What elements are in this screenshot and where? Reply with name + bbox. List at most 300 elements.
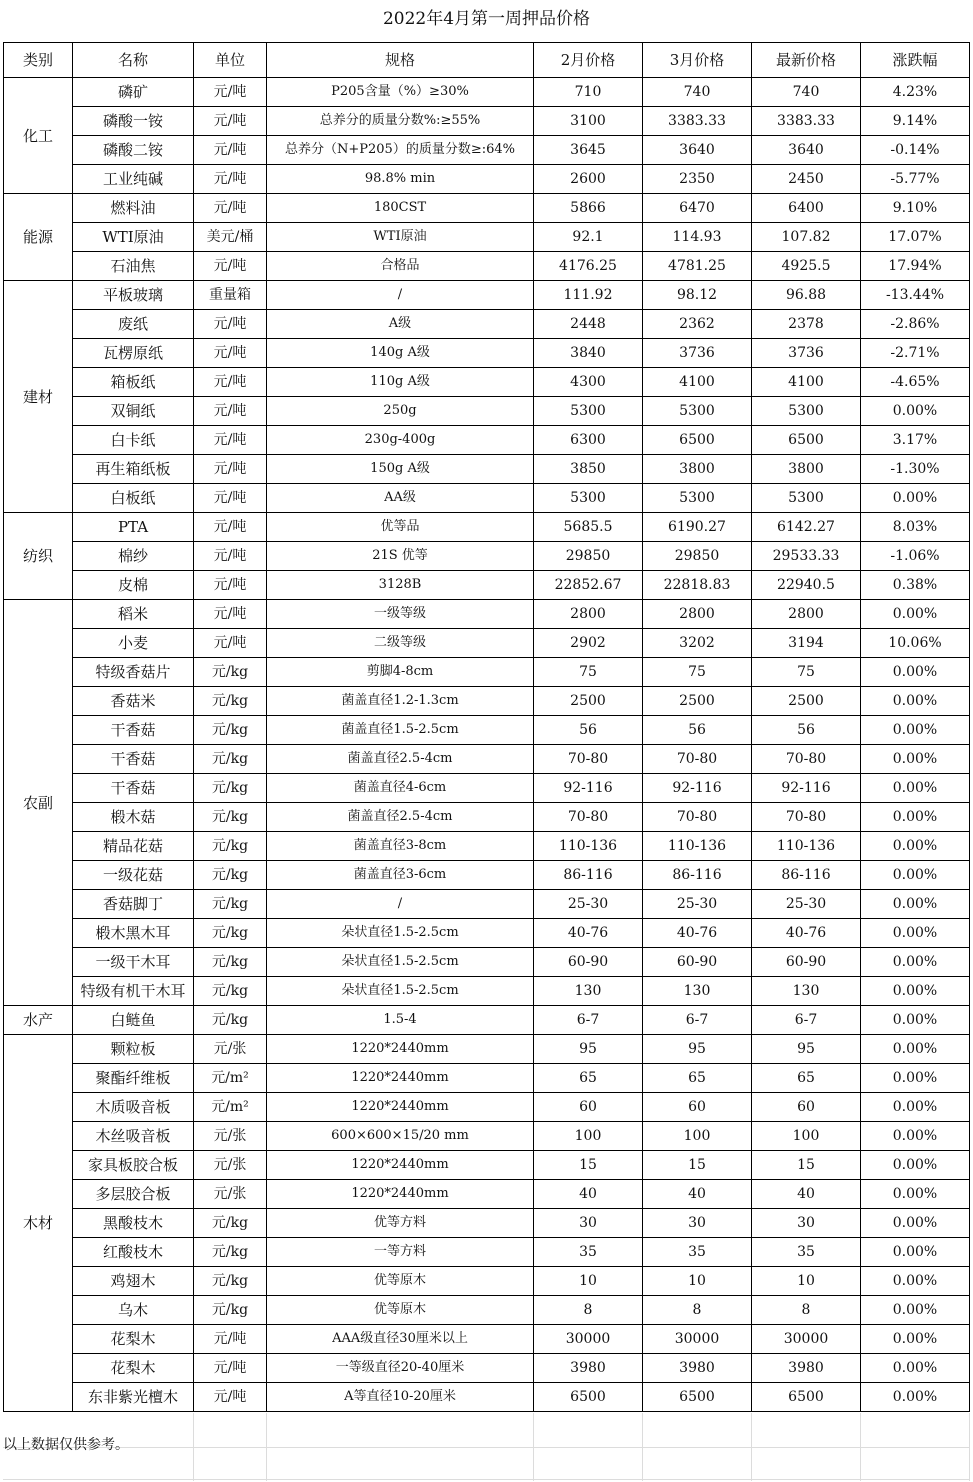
mar-price-cell: 29850: [643, 542, 752, 571]
spec-cell: 一等方料: [267, 1238, 534, 1267]
unit-cell: 元/kg: [194, 658, 267, 687]
feb-price-cell: 3100: [534, 107, 643, 136]
unit-cell: 元/吨: [194, 107, 267, 136]
latest-price-cell: 100: [752, 1122, 861, 1151]
unit-cell: 元/吨: [194, 194, 267, 223]
feb-price-cell: 130: [534, 977, 643, 1006]
mar-price-cell: 3640: [643, 136, 752, 165]
table-row: [4, 716, 970, 745]
table-row: [4, 571, 970, 600]
spec-cell: 600×600×15/20 mm: [267, 1122, 534, 1151]
unit-cell: 元/吨: [194, 513, 267, 542]
mar-price-cell: 70-80: [643, 803, 752, 832]
feb-price-cell: 6500: [534, 1383, 643, 1412]
mar-price-cell: 2800: [643, 600, 752, 629]
category-cell: 纺织: [4, 513, 73, 600]
table-row: [4, 1354, 970, 1383]
mar-price-cell: 3980: [643, 1354, 752, 1383]
name-cell: 一级花菇: [73, 861, 194, 890]
feb-price-cell: 25-30: [534, 890, 643, 919]
header-mar-price: 3月价格: [643, 43, 752, 78]
latest-price-cell: 8: [752, 1296, 861, 1325]
name-cell: 聚酯纤维板: [73, 1064, 194, 1093]
latest-price-cell: 2450: [752, 165, 861, 194]
mar-price-cell: 3736: [643, 339, 752, 368]
feb-price-cell: 111.92: [534, 281, 643, 310]
name-cell: 废纸: [73, 310, 194, 339]
feb-price-cell: 22852.67: [534, 571, 643, 600]
table-row: [4, 252, 970, 281]
feb-price-cell: 92-116: [534, 774, 643, 803]
spec-cell: 1220*2440mm: [267, 1035, 534, 1064]
name-cell: 棉纱: [73, 542, 194, 571]
unit-cell: 元/m²: [194, 1093, 267, 1122]
unit-cell: 元/吨: [194, 484, 267, 513]
name-cell: 磷酸二铵: [73, 136, 194, 165]
latest-price-cell: 35: [752, 1238, 861, 1267]
latest-price-cell: 107.82: [752, 223, 861, 252]
unit-cell: 元/吨: [194, 78, 267, 107]
spec-cell: 230g-400g: [267, 426, 534, 455]
table-row: [4, 948, 970, 977]
table-row: [4, 1267, 970, 1296]
unit-cell: 元/张: [194, 1035, 267, 1064]
change-pct-cell: 0.00%: [861, 397, 970, 426]
change-pct-cell: 17.94%: [861, 252, 970, 281]
table-row: [4, 1093, 970, 1122]
change-pct-cell: 0.00%: [861, 977, 970, 1006]
name-cell: 花梨木: [73, 1325, 194, 1354]
name-cell: 东非紫光檀木: [73, 1383, 194, 1412]
mar-price-cell: 2350: [643, 165, 752, 194]
latest-price-cell: 75: [752, 658, 861, 687]
latest-price-cell: 30000: [752, 1325, 861, 1354]
change-pct-cell: 0.00%: [861, 658, 970, 687]
name-cell: WTI原油: [73, 223, 194, 252]
spec-cell: /: [267, 890, 534, 919]
latest-price-cell: 70-80: [752, 745, 861, 774]
latest-price-cell: 110-136: [752, 832, 861, 861]
change-pct-cell: 0.00%: [861, 1151, 970, 1180]
change-pct-cell: 0.00%: [861, 1180, 970, 1209]
table-row: [4, 658, 970, 687]
spec-cell: 优等品: [267, 513, 534, 542]
table-row: [4, 1238, 970, 1267]
latest-price-cell: 25-30: [752, 890, 861, 919]
unit-cell: 元/kg: [194, 1267, 267, 1296]
mar-price-cell: 15: [643, 1151, 752, 1180]
mar-price-cell: 100: [643, 1122, 752, 1151]
name-cell: 家具板胶合板: [73, 1151, 194, 1180]
feb-price-cell: 86-116: [534, 861, 643, 890]
unit-cell: 元/kg: [194, 948, 267, 977]
unit-cell: 元/吨: [194, 571, 267, 600]
name-cell: 香菇米: [73, 687, 194, 716]
table-row: [4, 629, 970, 658]
name-cell: PTA: [73, 513, 194, 542]
mar-price-cell: 3383.33: [643, 107, 752, 136]
feb-price-cell: 30: [534, 1209, 643, 1238]
unit-cell: 元/kg: [194, 861, 267, 890]
mar-price-cell: 75: [643, 658, 752, 687]
spec-cell: 优等方料: [267, 1209, 534, 1238]
latest-price-cell: 30: [752, 1209, 861, 1238]
name-cell: 椴木菇: [73, 803, 194, 832]
mar-price-cell: 4100: [643, 368, 752, 397]
mar-price-cell: 4781.25: [643, 252, 752, 281]
latest-price-cell: 5300: [752, 484, 861, 513]
unit-cell: 元/kg: [194, 716, 267, 745]
spec-cell: 1220*2440mm: [267, 1151, 534, 1180]
unit-cell: 元/张: [194, 1180, 267, 1209]
change-pct-cell: 4.23%: [861, 78, 970, 107]
change-pct-cell: 0.00%: [861, 1093, 970, 1122]
change-pct-cell: 10.06%: [861, 629, 970, 658]
spec-cell: 菌盖直径3-6cm: [267, 861, 534, 890]
feb-price-cell: 4176.25: [534, 252, 643, 281]
unit-cell: 元/吨: [194, 1383, 267, 1412]
table-row: [4, 774, 970, 803]
header-spec: 规格: [267, 43, 534, 78]
mar-price-cell: 6190.27: [643, 513, 752, 542]
table-row: [4, 281, 970, 310]
unit-cell: 元/kg: [194, 919, 267, 948]
name-cell: 皮棉: [73, 571, 194, 600]
latest-price-cell: 5300: [752, 397, 861, 426]
change-pct-cell: 3.17%: [861, 426, 970, 455]
mar-price-cell: 92-116: [643, 774, 752, 803]
spec-cell: A级: [267, 310, 534, 339]
spec-cell: A等直径10-20厘米: [267, 1383, 534, 1412]
header-unit: 单位: [194, 43, 267, 78]
feb-price-cell: 4300: [534, 368, 643, 397]
change-pct-cell: -13.44%: [861, 281, 970, 310]
name-cell: 鸡翅木: [73, 1267, 194, 1296]
spec-cell: 优等原木: [267, 1267, 534, 1296]
mar-price-cell: 114.93: [643, 223, 752, 252]
spec-cell: 二级等级: [267, 629, 534, 658]
mar-price-cell: 110-136: [643, 832, 752, 861]
unit-cell: 元/吨: [194, 455, 267, 484]
unit-cell: 元/kg: [194, 1238, 267, 1267]
change-pct-cell: 0.00%: [861, 1383, 970, 1412]
spec-cell: 140g A级: [267, 339, 534, 368]
change-pct-cell: 0.00%: [861, 484, 970, 513]
spec-cell: /: [267, 281, 534, 310]
latest-price-cell: 40-76: [752, 919, 861, 948]
name-cell: 干香菇: [73, 716, 194, 745]
table-row: [4, 687, 970, 716]
feb-price-cell: 100: [534, 1122, 643, 1151]
unit-cell: 元/吨: [194, 339, 267, 368]
table-row: [4, 455, 970, 484]
spec-cell: 3128B: [267, 571, 534, 600]
table-row: [4, 484, 970, 513]
name-cell: 花梨木: [73, 1354, 194, 1383]
table-row: [4, 1209, 970, 1238]
latest-price-cell: 40: [752, 1180, 861, 1209]
table-row: [4, 310, 970, 339]
feb-price-cell: 3840: [534, 339, 643, 368]
name-cell: 颗粒板: [73, 1035, 194, 1064]
feb-price-cell: 70-80: [534, 803, 643, 832]
change-pct-cell: -1.06%: [861, 542, 970, 571]
unit-cell: 元/吨: [194, 426, 267, 455]
feb-price-cell: 65: [534, 1064, 643, 1093]
category-cell: 水产: [4, 1006, 73, 1035]
table-row: [4, 600, 970, 629]
feb-price-cell: 5685.5: [534, 513, 643, 542]
change-pct-cell: 0.00%: [861, 1035, 970, 1064]
change-pct-cell: 0.00%: [861, 832, 970, 861]
feb-price-cell: 2500: [534, 687, 643, 716]
unit-cell: 元/kg: [194, 977, 267, 1006]
change-pct-cell: 0.00%: [861, 803, 970, 832]
latest-price-cell: 92-116: [752, 774, 861, 803]
mar-price-cell: 60: [643, 1093, 752, 1122]
spec-cell: 菌盖直径4-6cm: [267, 774, 534, 803]
table-row: [4, 339, 970, 368]
change-pct-cell: 0.00%: [861, 1325, 970, 1354]
latest-price-cell: 6-7: [752, 1006, 861, 1035]
spec-cell: 总养分（N+P205）的质量分数≥:64%: [267, 136, 534, 165]
change-pct-cell: 0.00%: [861, 745, 970, 774]
mar-price-cell: 22818.83: [643, 571, 752, 600]
feb-price-cell: 3645: [534, 136, 643, 165]
spec-cell: 朵状直径1.5-2.5cm: [267, 919, 534, 948]
table-row: [4, 426, 970, 455]
feb-price-cell: 75: [534, 658, 643, 687]
change-pct-cell: 17.07%: [861, 223, 970, 252]
spec-cell: 剪脚4-8cm: [267, 658, 534, 687]
footnote: 以上数据仅供参考。: [3, 1437, 129, 1453]
change-pct-cell: 0.00%: [861, 1006, 970, 1035]
feb-price-cell: 8: [534, 1296, 643, 1325]
latest-price-cell: 96.88: [752, 281, 861, 310]
spec-cell: 98.8% min: [267, 165, 534, 194]
unit-cell: 元/kg: [194, 745, 267, 774]
name-cell: 椴木黑木耳: [73, 919, 194, 948]
latest-price-cell: 3194: [752, 629, 861, 658]
name-cell: 精品花菇: [73, 832, 194, 861]
spec-cell: 180CST: [267, 194, 534, 223]
change-pct-cell: 0.00%: [861, 600, 970, 629]
feb-price-cell: 110-136: [534, 832, 643, 861]
name-cell: 特级有机干木耳: [73, 977, 194, 1006]
spec-cell: 朵状直径1.5-2.5cm: [267, 977, 534, 1006]
unit-cell: 元/kg: [194, 687, 267, 716]
name-cell: 瓦楞原纸: [73, 339, 194, 368]
spec-cell: 菌盖直径2.5-4cm: [267, 803, 534, 832]
table-row: [4, 1151, 970, 1180]
mar-price-cell: 2500: [643, 687, 752, 716]
name-cell: 白卡纸: [73, 426, 194, 455]
feb-price-cell: 56: [534, 716, 643, 745]
table-row: [4, 165, 970, 194]
unit-cell: 元/kg: [194, 1209, 267, 1238]
unit-cell: 元/kg: [194, 1006, 267, 1035]
spec-cell: 一等级直径20-40厘米: [267, 1354, 534, 1383]
table-row: [4, 397, 970, 426]
latest-price-cell: 3736: [752, 339, 861, 368]
name-cell: 箱板纸: [73, 368, 194, 397]
mar-price-cell: 3800: [643, 455, 752, 484]
mar-price-cell: 95: [643, 1035, 752, 1064]
change-pct-cell: 0.00%: [861, 948, 970, 977]
name-cell: 平板玻璃: [73, 281, 194, 310]
change-pct-cell: 0.38%: [861, 571, 970, 600]
spec-cell: 总养分的质量分数%:≥55%: [267, 107, 534, 136]
mar-price-cell: 65: [643, 1064, 752, 1093]
change-pct-cell: 0.00%: [861, 1209, 970, 1238]
empty-grid-area: [3, 1413, 970, 1481]
change-pct-cell: -4.65%: [861, 368, 970, 397]
change-pct-cell: 0.00%: [861, 1267, 970, 1296]
feb-price-cell: 10: [534, 1267, 643, 1296]
name-cell: 白鲢鱼: [73, 1006, 194, 1035]
header-change-pct: 涨跌幅: [861, 43, 970, 78]
spec-cell: 朵状直径1.5-2.5cm: [267, 948, 534, 977]
mar-price-cell: 10: [643, 1267, 752, 1296]
name-cell: 黑酸枝木: [73, 1209, 194, 1238]
unit-cell: 元/kg: [194, 803, 267, 832]
spec-cell: P205含量（%）≥30%: [267, 78, 534, 107]
mar-price-cell: 25-30: [643, 890, 752, 919]
spec-cell: AA级: [267, 484, 534, 513]
feb-price-cell: 710: [534, 78, 643, 107]
feb-price-cell: 5300: [534, 484, 643, 513]
mar-price-cell: 6500: [643, 1383, 752, 1412]
change-pct-cell: 9.14%: [861, 107, 970, 136]
unit-cell: 元/吨: [194, 600, 267, 629]
mar-price-cell: 2362: [643, 310, 752, 339]
mar-price-cell: 740: [643, 78, 752, 107]
unit-cell: 元/吨: [194, 136, 267, 165]
name-cell: 木质吸音板: [73, 1093, 194, 1122]
name-cell: 磷矿: [73, 78, 194, 107]
mar-price-cell: 30: [643, 1209, 752, 1238]
name-cell: 干香菇: [73, 774, 194, 803]
mar-price-cell: 5300: [643, 397, 752, 426]
table-row: [4, 1006, 970, 1035]
table-row: [4, 223, 970, 252]
spec-cell: 1.5-4: [267, 1006, 534, 1035]
latest-price-cell: 70-80: [752, 803, 861, 832]
name-cell: 小麦: [73, 629, 194, 658]
change-pct-cell: 0.00%: [861, 1354, 970, 1383]
header-feb-price: 2月价格: [534, 43, 643, 78]
table-row: [4, 1122, 970, 1151]
latest-price-cell: 740: [752, 78, 861, 107]
feb-price-cell: 5866: [534, 194, 643, 223]
feb-price-cell: 3980: [534, 1354, 643, 1383]
header-row: [4, 43, 970, 78]
feb-price-cell: 5300: [534, 397, 643, 426]
name-cell: 工业纯碱: [73, 165, 194, 194]
name-cell: 一级干木耳: [73, 948, 194, 977]
feb-price-cell: 2600: [534, 165, 643, 194]
unit-cell: 元/吨: [194, 165, 267, 194]
name-cell: 燃料油: [73, 194, 194, 223]
feb-price-cell: 6300: [534, 426, 643, 455]
name-cell: 乌木: [73, 1296, 194, 1325]
table-row: [4, 1296, 970, 1325]
table-row: [4, 1383, 970, 1412]
change-pct-cell: -2.71%: [861, 339, 970, 368]
latest-price-cell: 3640: [752, 136, 861, 165]
latest-price-cell: 60: [752, 1093, 861, 1122]
price-table: [3, 42, 970, 1412]
change-pct-cell: 0.00%: [861, 716, 970, 745]
change-pct-cell: 0.00%: [861, 1064, 970, 1093]
change-pct-cell: 9.10%: [861, 194, 970, 223]
table-row: [4, 890, 970, 919]
mar-price-cell: 56: [643, 716, 752, 745]
unit-cell: 元/吨: [194, 397, 267, 426]
unit-cell: 元/kg: [194, 890, 267, 919]
mar-price-cell: 6470: [643, 194, 752, 223]
spec-cell: 菌盖直径1.2-1.3cm: [267, 687, 534, 716]
spec-cell: 菌盖直径2.5-4cm: [267, 745, 534, 774]
unit-cell: 元/kg: [194, 774, 267, 803]
spec-cell: AAA级直径30厘米以上: [267, 1325, 534, 1354]
latest-price-cell: 130: [752, 977, 861, 1006]
spec-cell: 250g: [267, 397, 534, 426]
mar-price-cell: 8: [643, 1296, 752, 1325]
latest-price-cell: 29533.33: [752, 542, 861, 571]
name-cell: 再生箱纸板: [73, 455, 194, 484]
table-row: [4, 368, 970, 397]
spec-cell: 1220*2440mm: [267, 1180, 534, 1209]
unit-cell: 元/kg: [194, 1296, 267, 1325]
feb-price-cell: 70-80: [534, 745, 643, 774]
feb-price-cell: 29850: [534, 542, 643, 571]
name-cell: 多层胶合板: [73, 1180, 194, 1209]
category-cell: 建材: [4, 281, 73, 513]
header-latest-price: 最新价格: [752, 43, 861, 78]
change-pct-cell: 0.00%: [861, 774, 970, 803]
latest-price-cell: 6400: [752, 194, 861, 223]
unit-cell: 元/吨: [194, 629, 267, 658]
change-pct-cell: 0.00%: [861, 919, 970, 948]
mar-price-cell: 3202: [643, 629, 752, 658]
table-row: [4, 803, 970, 832]
mar-price-cell: 98.12: [643, 281, 752, 310]
feb-price-cell: 30000: [534, 1325, 643, 1354]
feb-price-cell: 95: [534, 1035, 643, 1064]
change-pct-cell: 0.00%: [861, 1122, 970, 1151]
mar-price-cell: 30000: [643, 1325, 752, 1354]
mar-price-cell: 6500: [643, 426, 752, 455]
latest-price-cell: 15: [752, 1151, 861, 1180]
category-cell: 木材: [4, 1035, 73, 1412]
change-pct-cell: -5.77%: [861, 165, 970, 194]
latest-price-cell: 3800: [752, 455, 861, 484]
spec-cell: 21S 优等: [267, 542, 534, 571]
table-row: [4, 1035, 970, 1064]
feb-price-cell: 3850: [534, 455, 643, 484]
mar-price-cell: 130: [643, 977, 752, 1006]
category-cell: 农副: [4, 600, 73, 1006]
feb-price-cell: 2448: [534, 310, 643, 339]
name-cell: 香菇脚丁: [73, 890, 194, 919]
latest-price-cell: 10: [752, 1267, 861, 1296]
latest-price-cell: 22940.5: [752, 571, 861, 600]
spec-cell: 1220*2440mm: [267, 1093, 534, 1122]
table-row: [4, 861, 970, 890]
unit-cell: 元/张: [194, 1122, 267, 1151]
mar-price-cell: 60-90: [643, 948, 752, 977]
